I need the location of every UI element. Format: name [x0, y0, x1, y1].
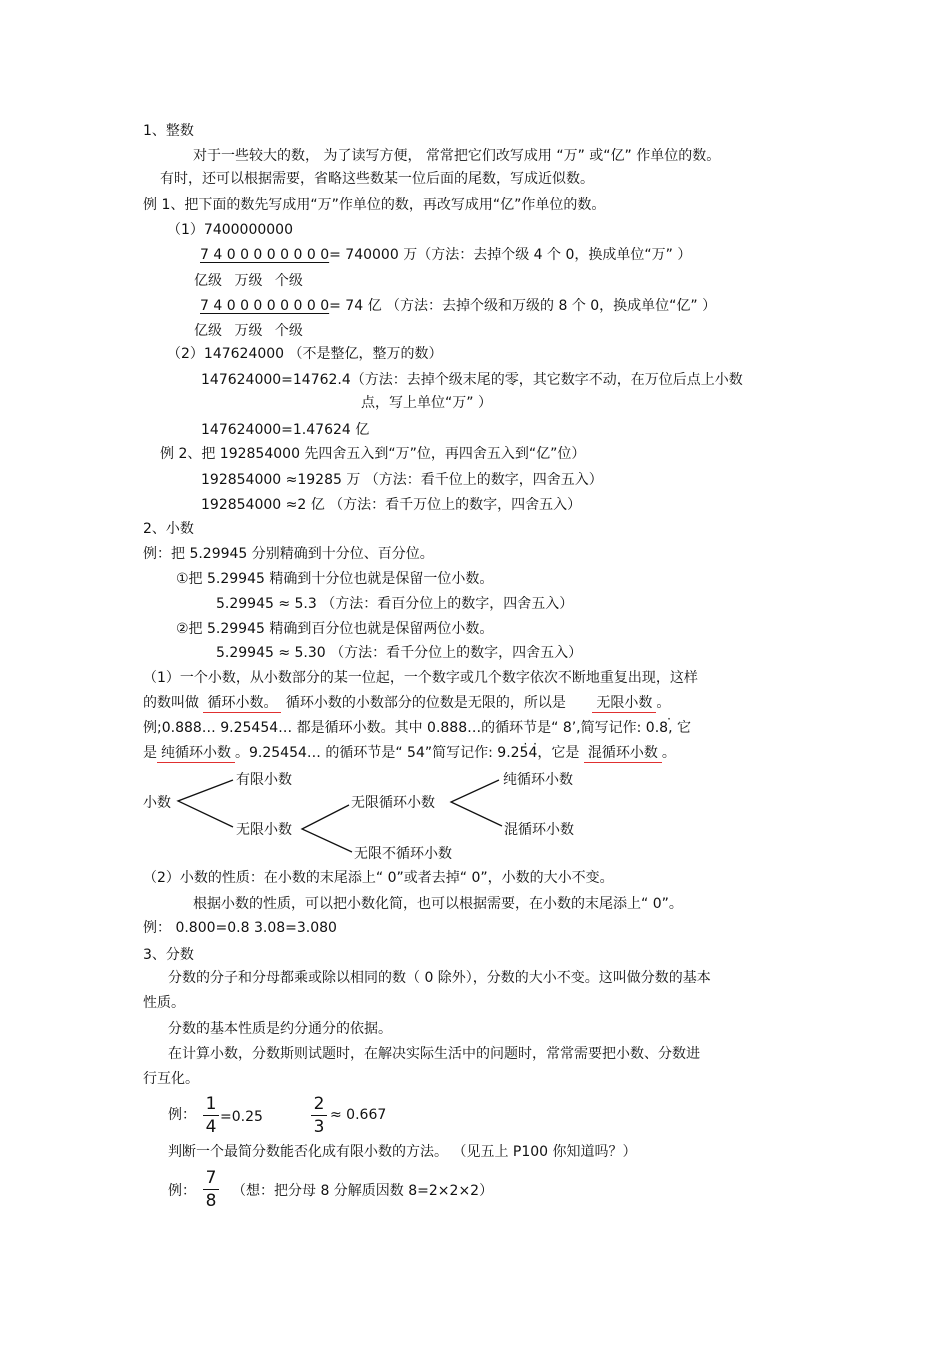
worked-line: 147624000=14762.4（方法：去掉个级末尾的零，其它数字不动，在万位后点上小数: [201, 372, 743, 388]
section-heading-integer: 1、整数: [143, 123, 194, 139]
section-heading-fraction: 3、分数: [143, 947, 194, 963]
fraction-bar: [203, 1115, 219, 1116]
worked-line: 192854000 ≈2 亿 （方法：看千万位上的数字，四舍五入）: [201, 497, 582, 513]
worked-line: ①把 5.29945 精确到十分位也就是保留一位小数。: [176, 571, 494, 587]
fraction-result: =0.25: [220, 1109, 263, 1125]
example-line: 例： 0.800=0.8 3.08=3.080: [143, 920, 337, 936]
example-label: 例：: [168, 1107, 196, 1123]
text: 循环小数的小数部分的位数是无限的，所以是: [285, 695, 566, 711]
example-title: 例 2、把 192854000 先四舍五入到“万”位，再四舍五入到“亿”位）: [160, 446, 586, 462]
worked-line: 点，写上单位“万” ）: [361, 395, 492, 411]
denominator: 4: [205, 1117, 217, 1137]
result-text: = 740000 万（方法：去掉个级 4 个 0，换成单位“万” ）: [329, 247, 692, 263]
tree-root: 小数: [143, 795, 171, 811]
tree-node-infinite-nonrepeating: 无限不循环小数: [354, 846, 452, 862]
paragraph: （2）小数的性质：在小数的末尾添上“ 0”或者去掉“ 0”，小数的大小不变。: [143, 870, 614, 886]
worked-line: 5.29945 ≈ 5.30 （方法：看千分位上的数字，四舍五入）: [216, 645, 583, 661]
paragraph: 分数的分子和分母都乘或除以相同的数（ 0 除外），分数的大小不变。这叫做分数的基本: [168, 970, 711, 986]
denominator: 8: [205, 1191, 217, 1211]
example-title: 例 1、把下面的数先写成用“万”作单位的数，再改写成用“亿”作单位的数。: [143, 197, 606, 213]
worked-line: 192854000 ≈19285 万 （方法：看千位上的数字，四舍五入）: [201, 472, 603, 488]
paragraph: 行互化。: [143, 1071, 199, 1087]
paragraph: 对于一些较大的数， 为了读写方便， 常常把它们改写成用 “万” 或“亿” 作单位的数。: [193, 148, 721, 164]
fraction-result: ≈ 0.667: [330, 1107, 387, 1123]
worked-line: 147624000=1.47624 亿: [201, 422, 370, 438]
answer-blank: 混循环小数: [584, 745, 662, 763]
example-label: 例：: [168, 1183, 196, 1199]
level-labels: 亿级 万级 个级: [194, 273, 303, 289]
repeating-digits-dotted: · · 54: [520, 744, 538, 762]
problem-label: （2）147624000 （不是整亿，整万的数）: [167, 346, 443, 362]
tree-node-finite: 有限小数: [236, 772, 292, 788]
text: 是: [143, 745, 157, 761]
repeating-digit-dotted: · 8: [659, 719, 668, 737]
text: ，它是: [537, 745, 580, 761]
tree-node-pure: 纯循环小数: [503, 772, 573, 788]
paragraph: 有时，还可以根据需要，省略这些数某一位后面的尾数，写成近似数。: [160, 171, 594, 187]
paragraph: 性质。: [143, 995, 185, 1011]
paragraph: 分数的基本性质是约分通分的依据。: [168, 1021, 392, 1037]
text: , 它: [668, 720, 691, 736]
text: 。: [656, 695, 671, 711]
paragraph: （1）一个小数，从小数部分的某一位起，一个数字或几个数字依次不断地重复出现，这样: [143, 670, 698, 686]
section-heading-decimal: 2、小数: [143, 521, 194, 537]
answer-blank: 纯循环小数: [157, 745, 235, 763]
paragraph: 判断一个最简分数能否化成有限小数的方法。 （见五上 P100 你知道吗？）: [168, 1144, 637, 1160]
fraction-note: （想：把分母 8 分解质因数 8=2×2×2）: [232, 1183, 494, 1199]
tree-node-mixed: 混循环小数: [504, 822, 574, 838]
text: 。9.25454… 的循环节是“ 54”简写记作: 9.2: [235, 745, 520, 761]
paragraph: 在计算小数，分数斯则试题时，在解决实际生活中的问题时，常常需要把小数、分数进: [168, 1046, 700, 1062]
worked-line: ②把 5.29945 精确到百分位也就是保留两位小数。: [176, 621, 494, 637]
fraction-one-quarter: [203, 1094, 219, 1137]
fraction-bar: [203, 1189, 219, 1190]
tree-node-infinite-repeating: 无限循环小数: [351, 795, 435, 811]
text: 。: [661, 745, 676, 761]
problem-label: （1）7400000000: [167, 222, 293, 238]
text: 例;0.888… 9.25454… 都是循环小数。其中 0.888…的循环节是“ 8’,简写记作: 0.: [143, 720, 660, 736]
example-title: 例：把 5.29945 分别精确到十分位、百分位。: [143, 546, 434, 562]
numerator: 2: [313, 1094, 325, 1114]
result-text: = 74 亿 （方法：去掉个级和万级的 8 个 0，换成单位“亿” ）: [329, 298, 717, 314]
fraction-two-thirds: [311, 1094, 327, 1137]
denominator: 3: [313, 1117, 325, 1137]
tree-node-infinite: 无限小数: [236, 822, 292, 838]
text: 的数叫做: [143, 695, 199, 711]
numerator: 1: [205, 1094, 217, 1114]
digits-underlined: 7 4 0 0 0 0 0 0 0 0: [200, 298, 330, 314]
numerator: 7: [205, 1168, 217, 1188]
answer-blank: 无限小数: [592, 695, 656, 713]
fraction-seven-eighths: [203, 1168, 219, 1211]
level-labels: 亿级 万级 个级: [194, 323, 303, 339]
digits-underlined: 7 4 0 0 0 0 0 0 0 0: [200, 247, 330, 263]
worked-line: 5.29945 ≈ 5.3 （方法：看百分位上的数字，四舍五入）: [216, 596, 574, 612]
paragraph: 根据小数的性质，可以把小数化简，也可以根据需要，在小数的末尾添上“ 0”。: [193, 896, 683, 912]
answer-blank: 循环小数。: [203, 695, 281, 713]
fraction-bar: [311, 1115, 327, 1116]
